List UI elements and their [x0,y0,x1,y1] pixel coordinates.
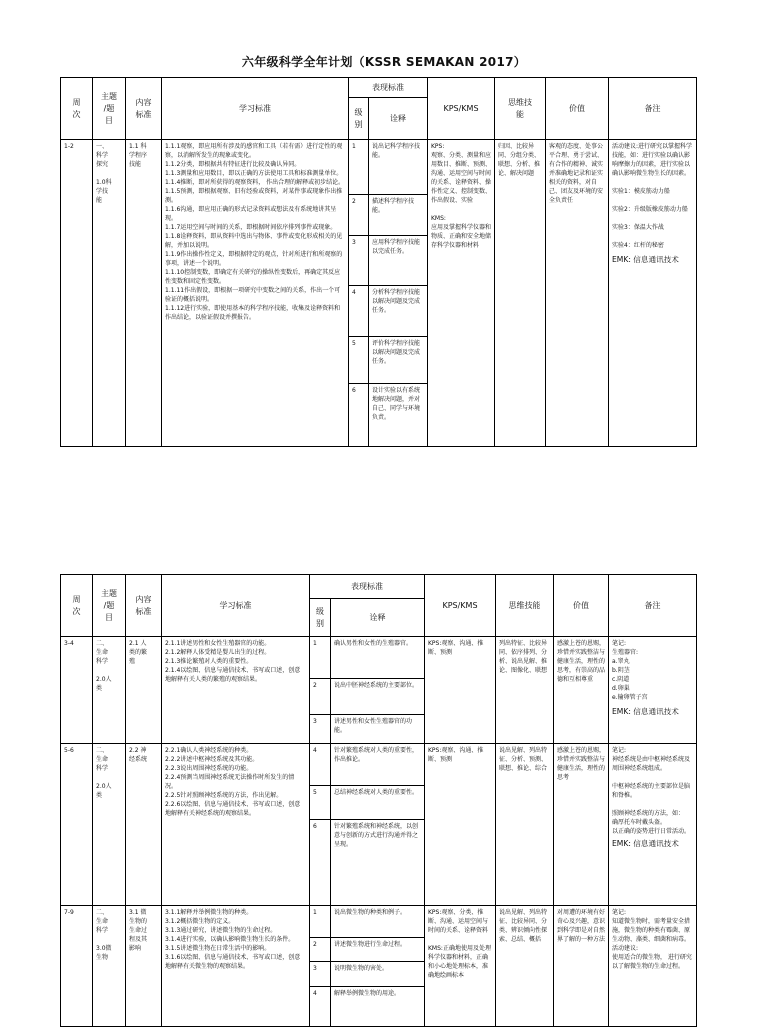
page-title: 六年级科学全年计划（KSSR SEMAKAN 2017） [241,55,527,69]
level-number: 4 [310,744,331,786]
level-description: 评价科学程序技能以解决问题及完成任务。 [369,337,428,384]
level-number: 1 [349,140,369,195]
content-cell: 2.1 人 类的繁 殖 [126,637,162,744]
header-learning: 学习标准 [162,575,310,637]
theme-cell: 二、 生命 科学 2.0人 类 [93,744,126,906]
learning-standards-cell: 1.1.1观察，即应用所有涉及的感官和工具（若有需）进行定性的观察，以消解所发生的现象或变化。 1.1.2分类，即根据共有特征进行比较及确认异同。 1.1.3测量和应用数目，即以正确的方法使用工具和标准测量单位。 1.1.4推断，即对所获得的观察资料， 作出合理的解释或初步结论。 1.1.5预测，即根据观察、旧有经验或资料，对某件事或现象作出推测。 1.1.6沟通，即应用正确的形式记录资料或想法及有系统地讲其呈现。 1.1.7运用空间与时间的关系，即根据时间依序排列事件或现象。 1.1.8诠释资料，即从资料中选出与物体、事件或变化形成相关的见解，并加以说明。 1.1.9作出操作性定义，即根据特定的观点，针对所进行和所观察的事项，讲述一个说明。 1.1.10控制变数，即确定有关研究的操纵性变数后，再确定其反应性变数和固定性变数。 1.1.11作出假设，即根据一项研究中变数之间的关系，作出一个可验证的概括说明。 1.1.12进行实验，即使用基本的科学程序技能，收集及诠释资料和作出结论，以验证假设并撰报告。 [162,140,349,447]
values-cell: 对周遭的环境有好奇心及兴趣，意识到科学即是对自然界了解的一种方法 [554,906,609,1027]
header-values: 价值 [554,575,609,637]
week-cell: 7-9 [61,906,93,1027]
level-number: 4 [349,286,369,337]
level-number: 3 [310,715,331,744]
header-level: 级 别 [349,98,369,140]
emk-note: EMK: 信息通讯技术 [612,707,679,716]
header-theme: 主题 /题 目 [93,78,126,140]
header-description: 诠释 [331,599,425,637]
thinking-skills-cell: 说出见解、列出特征、分析、预测、联想、推论、综合 [496,744,554,906]
level-description: 总结神经系统对人类的重要性。 [331,786,425,820]
learning-standards-cell: 2.1.1讲述男性和女性生殖器官的功能。 2.1.2解释人体受精是婴儿出生的过程。 2.1.3推论繁殖对人类的重要性。 2.1.4以绘图、信息与通信技术、书写或口述，创意地解释有关人类的繁殖的观察结果。 [162,637,310,744]
header-content: 内容 标准 [126,78,162,140]
notes-cell: 笔记: 知道微生物时，需考量安全措施，微生物的种类有霉菌、原生动物、藻类、细菌和病毒。 活动建议: 使用适合的微生物， 进行研究以了解微生物的生命过程。 [609,906,697,1027]
notes-cell [609,140,697,447]
content-cell: 3.1 微 生物的 生命过 程及其 影响 [126,906,162,1027]
level-description: 应用科学程序技能以完成任务。 [369,236,428,286]
notes-text: 活动建议:进行研究以掌握科学技能，如：进行实验以确认影响摩擦力的因素，进行实验以确认影响微生物生长的因素。 实验1：模皮筋动力船 实验2：升级版橡皮筋动力船 实验3：保温大作战 实验4：红杆的秘密 [612,143,693,249]
kps-kms-cell: KPS:观察、分类、推断、沟通、运用空间与时间的关系、诠释资料 KMS:正确地使用及处理科学仪器和材料，正确和小心地处理标本，准确地绘画标本 [425,906,496,1027]
header-notes: 备注 [609,78,697,140]
header-performance: 表现标准 [349,78,428,98]
header-values: 价值 [546,78,609,140]
level-description: 设计实验以有系统地解决问题，并对自己、同学与环境负责。 [369,384,428,447]
level-description: 讲述微生物进行生命过程。 [331,938,425,962]
week-cell: 1-2 [61,140,93,447]
week-cell: 3-4 [61,637,93,744]
kps-kms-cell: KPS:观察、沟通、推断、预测 [425,637,496,744]
thinking-skills-cell: 说出见解、列出特征、比较异同、分类、辨识倾向性探索、总结、概括 [496,906,554,1027]
thinking-skills-cell: 列出特征、比较异同、依序排列、分析、说出见解、推论、图像化、联想 [496,637,554,744]
level-description: 确认男性和女性的生殖器官。 [331,637,425,679]
header-content: 内容 标准 [126,575,162,637]
notes-text: 笔记: 神经系统是由中枢神经系统及周围神经系统组成。 中枢神经系统的主要部位是脑和脊椎。 照顾神经系统的方法，如： 确厚托车时戴头盔。 以正确的姿势进行日常活动。 [612,747,691,835]
header-kps: KPS/KMS [425,575,496,637]
thinking-skills-cell: 归因、比较异同、分组分类、联想、分析、推论、解决问题 [495,140,546,447]
level-description: 说出中胚神经系统的主要部位。 [331,679,425,715]
level-number: 5 [310,786,331,820]
learning-standards-cell: 3.1.1解释并举例微生物的种类。 3.1.2概括微生物的定义。 3.1.3通过研究，讲述微生物的生命过程。 3.1.4进行实验，以确认影响微生物生长的条件。 3.1.5讲述微生物在日常生活中的影响。 3.1.6以绘图、信息与通信技术、书写或口述，创意地解释有关微生物的观察结果。 [162,906,310,1027]
header-level: 级 别 [310,599,331,637]
level-number: 6 [349,384,369,447]
level-number: 5 [349,337,369,384]
theme-cell: 一、 科学 探究 1.0科 学技 能 [93,140,126,447]
notes-cell [609,637,697,744]
plan-table-2 [60,574,697,1027]
values-cell: 客观的态度、处事公平合理、勇于尝试、有合作的精神、诚实并准确地记录和证实相关的资料，对自己、团友及环境的安全负责任 [546,140,609,447]
header-week: 周 次 [61,575,93,637]
level-number: 6 [310,820,331,906]
level-number: 1 [310,637,331,679]
header-week: 周 次 [61,78,93,140]
level-number: 2 [310,938,331,962]
level-description: 解释举例微生物的用途。 [331,987,425,1027]
emk-note: EMK: 信息通讯技术 [612,839,679,848]
kps-kms-cell: KPS:观察、沟通、推断、预测 [425,744,496,906]
values-cell: 感激上苍的恩赐，珍惜并实践整洁与健康生活，理性的思考 [554,744,609,906]
learning-standards-cell: 2.2.1确认人类神经系统的种类。 2.2.2讲述中枢神经系统及其功能。 2.2.3说出周围神经系统的功能。 2.2.4预测当周围神经系统无法操作时所发生的情况。 2.2.5针对照顾神经系统的方法，作出见解。 2.2.6以绘图、信息与通信技术、书写或口述，创意地解释有关神经系统的观察结果。 [162,744,310,906]
level-description: 说出记科学程序技能。 [369,140,428,195]
level-number: 3 [349,236,369,286]
week-cell: 5-6 [61,744,93,906]
level-description: 针对繁殖系统对人类的重要性，作出推论。 [331,744,425,786]
emk-note: EMK: 信息通讯技术 [612,255,679,264]
plan-table-1 [60,77,697,447]
values-cell: 感激上苍的恩赐，珍惜并实践整洁与健康生活，理性的思考，有崇高的品德和互相尊重 [554,637,609,744]
header-learning: 学习标准 [162,78,349,140]
theme-cell: 二、 生命 科学 3.0微 生物 [93,906,126,1027]
level-number: 1 [310,906,331,938]
level-description: 描述科学程序技能。 [369,195,428,236]
level-description: 说出微生物的种类和例子。 [331,906,425,938]
header-thinking: 思维技 能 [495,78,546,140]
notes-cell [609,744,697,906]
header-theme: 主题 /题 目 [93,575,126,637]
kps-kms-cell: KPS: 观察、分类、测量和应用数目、推断、预测、沟通、运用空间与时间的关系、诠释资料、操作性定义、控制变数、作出假设、实验 KMS: 应用及掌握科学仪器和物质、正确和安全地储存科学仪器和材料 [428,140,495,447]
notes-text: 笔记: 生殖器官: a.睾丸 b.阴茎 c.阴道 d.卵巢 e.输卵管子宫 [612,640,648,701]
level-number: 3 [310,962,331,987]
header-description: 诠释 [369,98,428,140]
content-cell: 2.2 神 经系统 [126,744,162,906]
level-number: 4 [310,987,331,1027]
level-description: 分析科学程序技能以解决问题及完成任务。 [369,286,428,337]
level-description: 说明微生物的害处。 [331,962,425,987]
header-performance: 表现标准 [310,575,425,599]
level-number: 2 [310,679,331,715]
header-kps: KPS/KMS [428,78,495,140]
header-notes: 备注 [609,575,697,637]
level-number: 2 [349,195,369,236]
theme-cell: 二、 生命 科学 2.0人 类 [93,637,126,744]
level-description: 讲述男性和女性生殖器官的功能。 [331,715,425,744]
content-cell: 1.1 科 学程序 技能 [126,140,162,447]
level-description: 针对繁殖系统和神经系统，以创意与创新的方式进行沟通并得之呈现。 [331,820,425,906]
header-thinking: 思维技能 [496,575,554,637]
